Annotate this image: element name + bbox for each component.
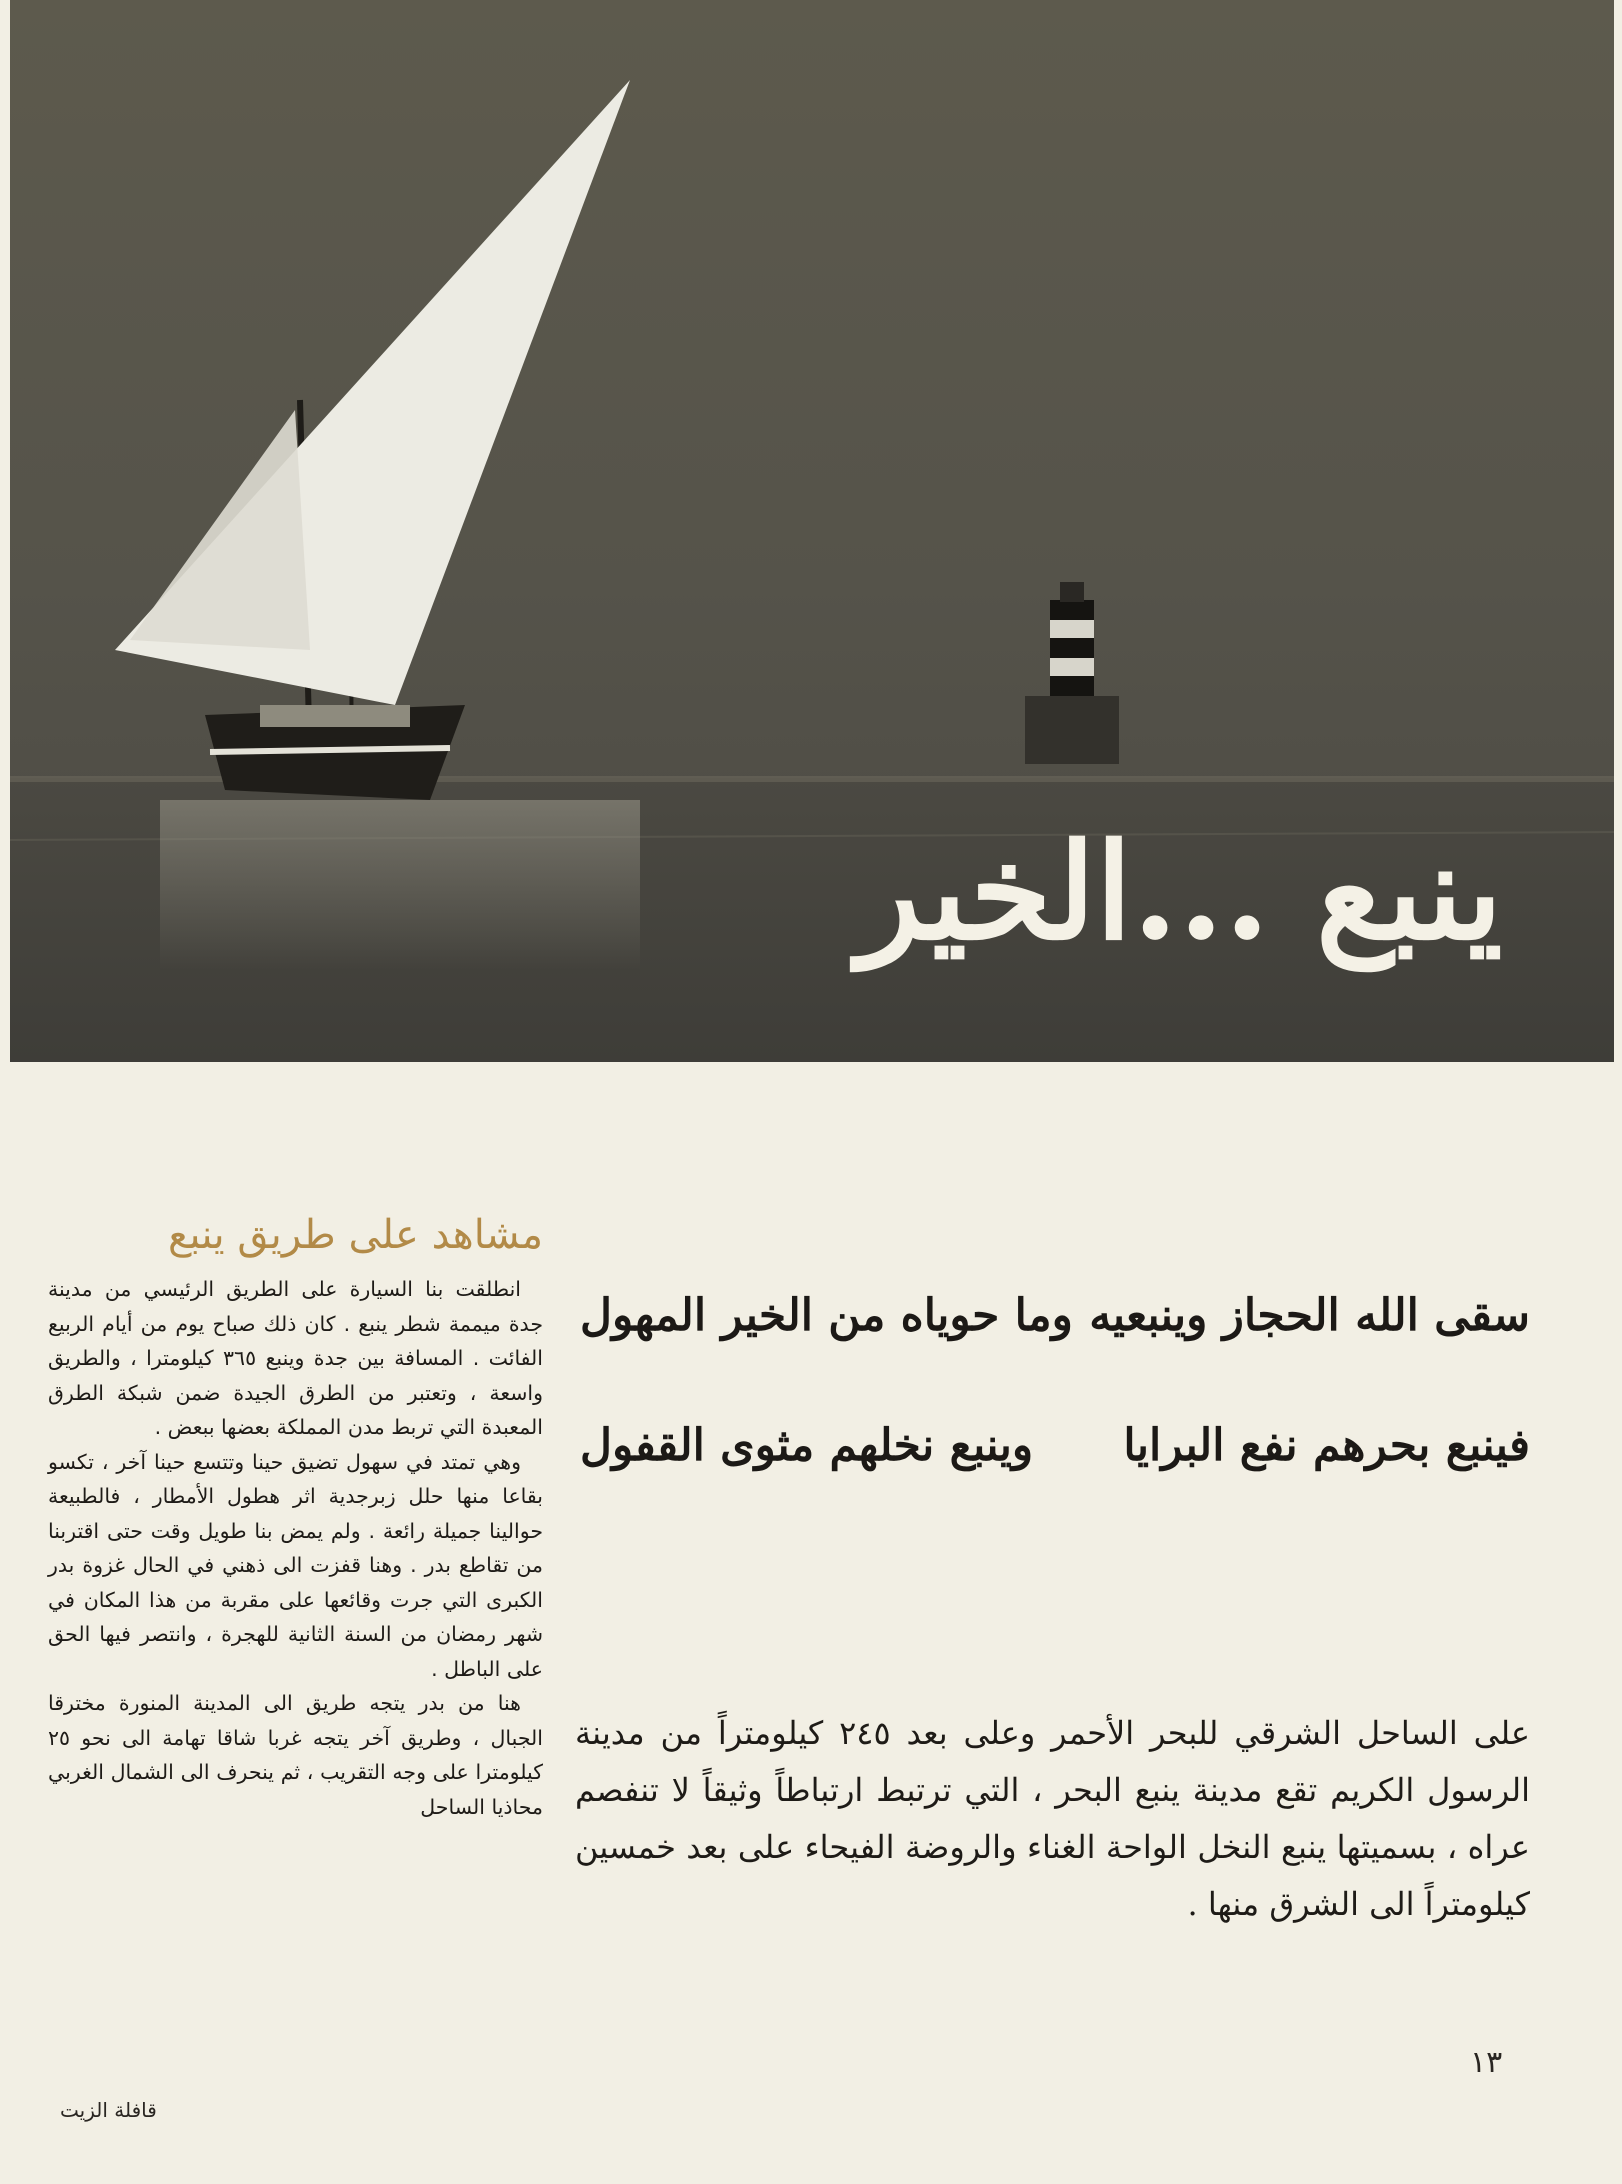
- column-paragraph: هنا من بدر يتجه طريق الى المدينة المنورة مخترقا الجبال ، وطريق آخر يتجه غربا شاقا تهامة الى نحو ٢٥ كيلومترا على وجه التقريب ، ثم ينحرف الى الشمال الغربي محاذيا الساحل: [48, 1691, 543, 1819]
- column-paragraph: وهي تمتد في سهول تضيق حينا وتتسع حينا آخر ، تكسو بقاعا منها حلل زبرجدية اثر هطول الأمطار ، فالطبيعة حوالينا جميلة رائعة . ولم يمض بنا طويل وقت حتى اقتربنا من تقاطع بدر . وهنا قفزت الى ذهني في الحال غزوة بدر الكبرى التي جرت وقائعها على مقربة من هذا المكان في شهر رمضان من السنة الثانية للهجرة ، وانتصر فيها الحق على الباطل .: [48, 1449, 543, 1681]
- hero-title: ينبع ...الخير: [857, 815, 1503, 970]
- poem-verse-1-second-hemistich: وما حوياه من الخير المهول: [580, 1290, 1073, 1341]
- hero-photo: [10, 0, 1614, 1062]
- poem-verse-1-first-hemistich: سقى الله الحجاز وينبعيه: [1089, 1290, 1530, 1341]
- intro-paragraph: على الساحل الشرقي للبحر الأحمر وعلى بعد ٢٤٥ كيلومتراً من مدينة الرسول الكريم تقع مدينة ينبع البحر ، التي ترتبط ارتباطاً وثيقاً لا تنفصم عراه ، بسميتها ينبع النخل الواحة الغناء والروضة الفيحاء على بعد خمسين كيلومتراً الى الشرق منها .: [575, 1714, 1531, 1923]
- poem-verse-2-first-hemistich: فينبع بحرهم نفع البرايا: [1123, 1420, 1530, 1471]
- column-paragraph: انطلقت بنا السيارة على الطريق الرئيسي من مدينة جدة ميممة شطر ينبع . كان ذلك صباح يوم من أيام الربيع الفائت . المسافة بين جدة وينبع ٣٦٥ كيلومترا ، والطريق واسعة ، وتعتبر من الطرق الجيدة ضمن شبكة الطرق المعبدة التي تربط مدن المملكة بعضها ببعض .: [48, 1277, 543, 1439]
- poem: [580, 1270, 1530, 1510]
- page-number: ١٣: [1470, 2045, 1503, 2080]
- article-column: [48, 1212, 543, 1824]
- poem-verse-2-second-hemistich: وينبع نخلهم مثوى القفول: [580, 1420, 1034, 1471]
- magazine-name: قافلة الزيت: [60, 2098, 157, 2122]
- column-title: مشاهد على طريق ينبع: [168, 1212, 543, 1258]
- column-body: [48, 1272, 543, 1824]
